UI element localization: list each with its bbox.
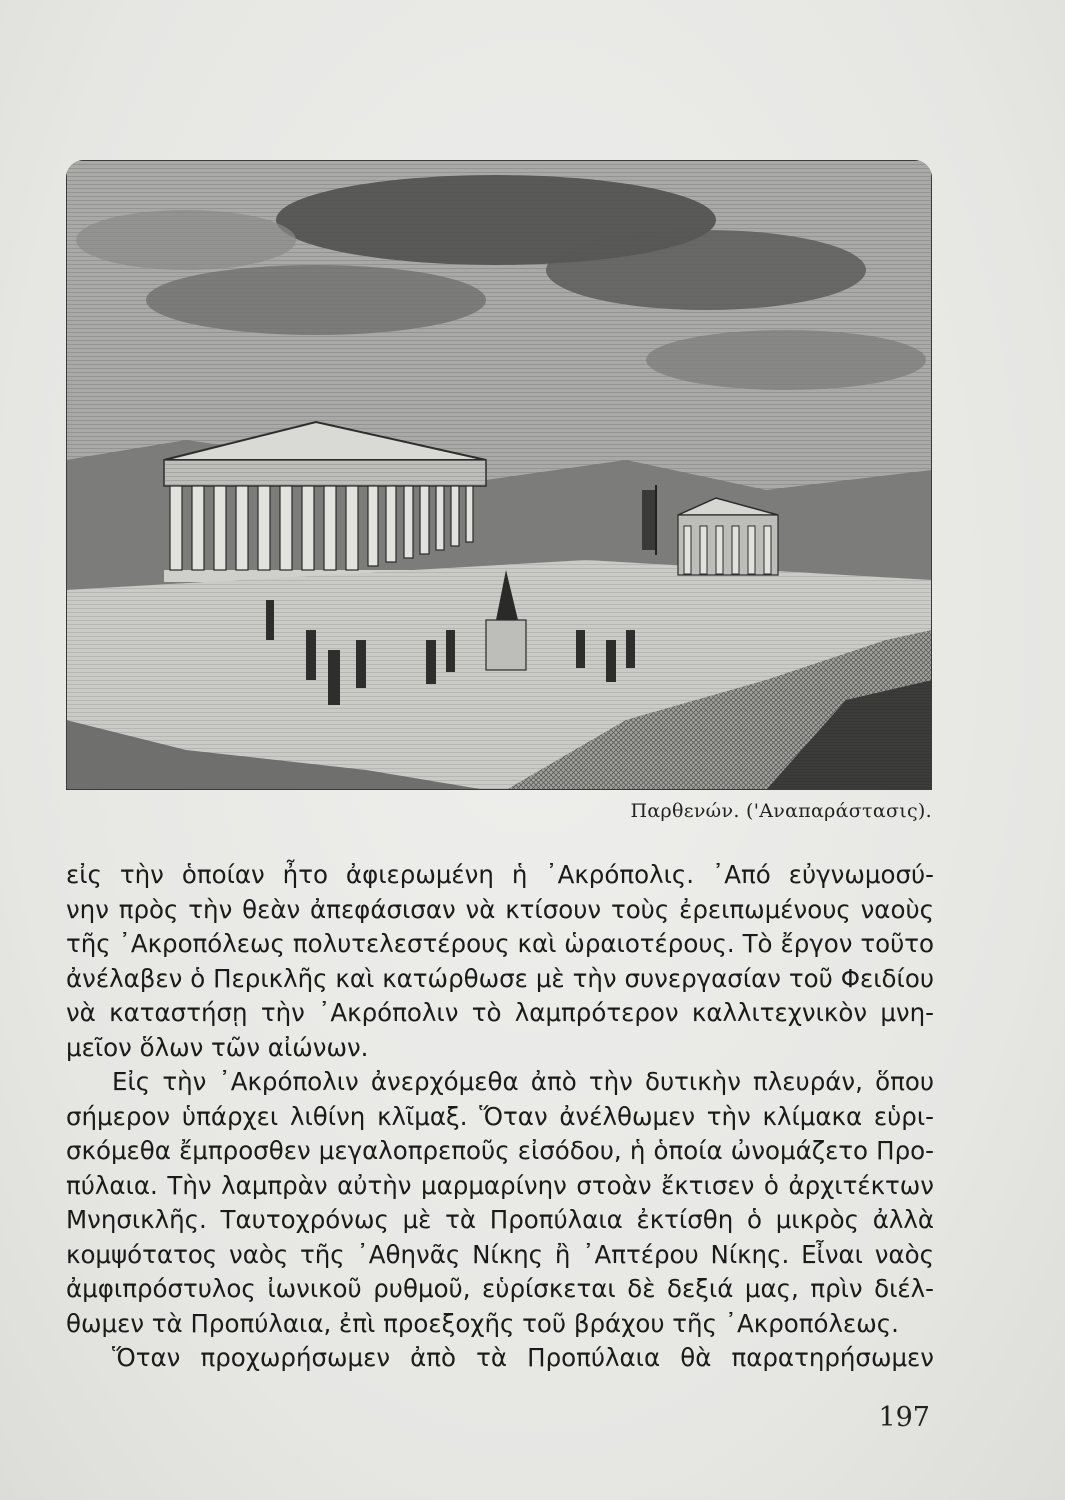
page-number: 197 — [878, 1402, 930, 1433]
figure-caption: Παρθενών. ('Αναπαράστασις). — [630, 800, 932, 822]
text-line: σήμερον ὑπάρχει λιθίνη κλῖμαξ. Ὅταν ἀνέλθωμεν τὴν κλίμακα εὑρι- — [66, 1101, 934, 1131]
text-line: κομψότατος ναὸς τῆς ᾿Αθηνᾶς Νίκης ἢ ᾿Απτέρου Νίκης. Εἶναι ναὸς — [66, 1239, 934, 1269]
paragraph-1 — [66, 858, 934, 1065]
text-line: θωμεν τὰ Προπύλαια, ἐπὶ προεξοχῆς τοῦ βράχου τῆς ᾿Ακροπόλεως. — [66, 1308, 899, 1338]
parthenon-engraving — [66, 160, 932, 790]
text-line: νην πρὸς τὴν θεὰν ἀπεφάσισαν νὰ κτίσουν τοὺς ἐρειπωμένους ναοὺς — [66, 894, 934, 924]
text-line: ἀνέλαβεν ὁ Περικλῆς καὶ κατώρθωσε μὲ τὴν συνεργασίαν τοῦ Φειδίου — [66, 963, 934, 993]
text-line: πύλαια. Τὴν λαμπρὰν αὐτὴν μαρμαρίνην στοὰν ἔκτισεν ὁ ἀρχιτέκτων — [66, 1170, 934, 1200]
text-line: τῆς ᾿Ακροπόλεως πολυτελεστέρους καὶ ὡραιοτέρους. Τὸ ἔργον τοῦτο — [66, 929, 934, 958]
text-line: μεῖον ὅλων τῶν αἰώνων. — [66, 1032, 369, 1062]
text-line: νὰ καταστήσῃ τὴν ᾿Ακρόπολιν τὸ λαμπρότερον καλλιτεχνικὸν μνη- — [66, 998, 934, 1027]
text-line: Ὅταν προχωρήσωμεν ἀπὸ τὰ Προπύλαια θὰ παρατηρήσωμεν — [112, 1343, 934, 1372]
text-line: σκόμεθα ἔμπροσθεν μεγαλοπρεποῦς εἰσόδου, ἡ ὁποία ὠνομάζετο Προ- — [66, 1136, 934, 1165]
paragraph-3 — [66, 1341, 934, 1376]
body-text — [66, 858, 934, 1376]
paragraph-2 — [66, 1065, 934, 1341]
text-line: εἰς τὴν ὁποίαν ἦτο ἀφιερωμένη ἡ ᾿Ακρόπολις. ᾿Από εὐγνωμοσύ- — [66, 860, 934, 889]
text-line: Εἰς τὴν ᾿Ακρόπολιν ἀνερχόμεθα ἀπὸ τὴν δυτικὴν πλευράν, ὅπου — [112, 1067, 934, 1096]
text-line: Μνησικλῆς. Ταυτοχρόνως μὲ τὰ Προπύλαια ἐκτίσθη ὁ μικρὸς ἀλλὰ — [66, 1205, 934, 1234]
text-line: ἀμφιπρόστυλος ἰωνικοῦ ρυθμοῦ, εὑρίσκεται δὲ δεξιά μας, πρὶν διέλ- — [66, 1274, 934, 1303]
